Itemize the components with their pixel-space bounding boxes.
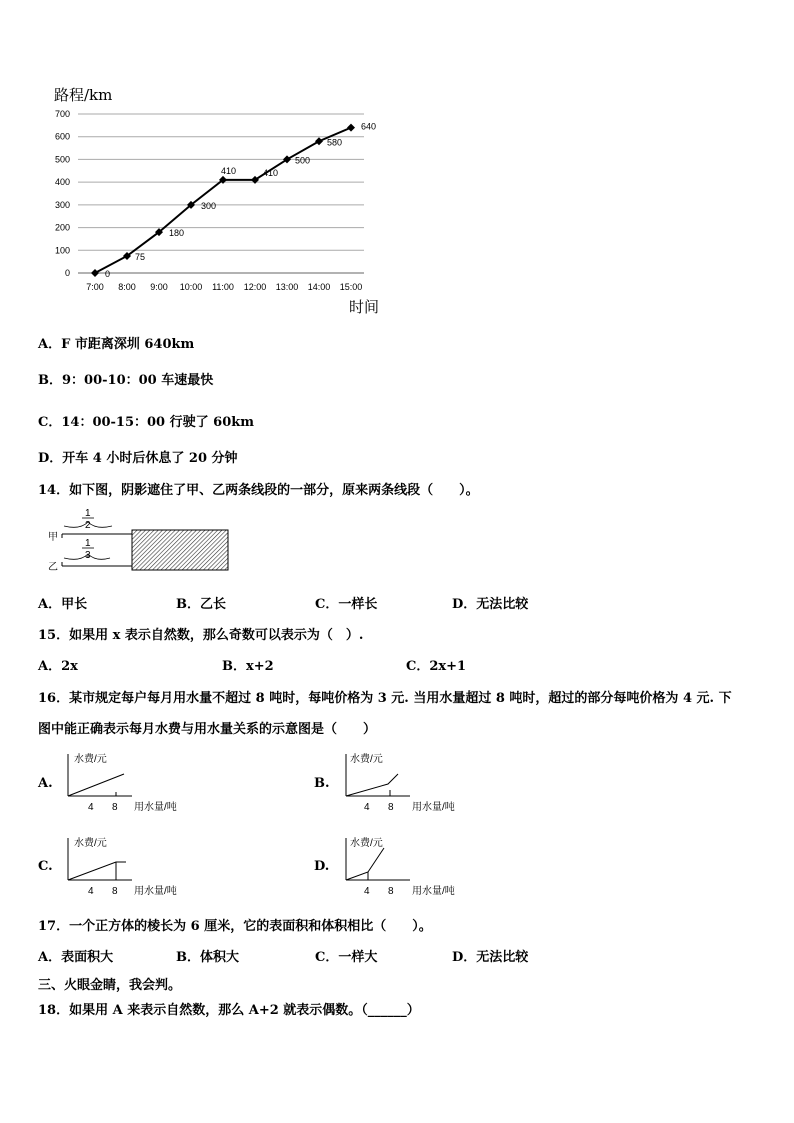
series-line [95,128,351,273]
graph-b-tick8: 8 [388,802,394,813]
q13-option-b[interactable]: B．9：00-10：00 车速最快 [38,373,214,388]
chart-xlabel: 时间 [349,298,380,316]
q17-option-b[interactable]: B．体积大 [176,950,239,965]
y-tick-label: 100 [54,245,70,256]
y-tick-label: 200 [54,222,70,233]
data-label: 410 [263,167,279,178]
frac-jia-den: 2 [85,520,91,531]
q14-segments-svg [40,508,280,578]
label-jia: 甲 [48,532,58,543]
data-point [315,137,323,145]
y-tick-label: 700 [54,109,70,119]
q14-option-d[interactable]: D．无法比较 [452,597,529,612]
chart-ylabel: 路程/km [54,86,113,104]
graph-d-tick4: 4 [364,886,370,897]
graph-c-ylabel: 水费/元 [74,838,107,849]
q15-option-b[interactable]: B．x+2 [222,659,274,674]
graph-b-xlabel: 用水量/吨 [412,802,455,813]
x-tick-label: 7:00 [86,282,104,292]
q13-option-c[interactable]: C．14：00-15：00 行驶了 60km [38,415,255,430]
q13-option-a[interactable]: A．F 市距离深圳 640km [38,337,195,352]
graph-a-tick8: 8 [112,802,118,813]
data-point [91,269,99,277]
q16-stem-line1: 16．某市规定每户每月用水量不超过 8 吨时，每吨价格为 3 元. 当用水量超过 8 吨时，超过的部分每吨价格为 4 元. 下 [38,691,732,706]
q16-graph-d[interactable] [340,832,480,902]
graph-d-line [346,848,384,880]
q15-option-c[interactable]: C．2x+1 [406,659,467,674]
shaded-cover [132,530,228,570]
graph-a-xlabel: 用水量/吨 [134,802,177,813]
x-tick-label: 12:00 [243,282,267,292]
data-label: 500 [295,155,311,166]
x-tick-label: 8:00 [118,282,136,292]
x-tick-label: 9:00 [150,282,168,292]
q14-option-c[interactable]: C．一样长 [315,597,378,612]
graph-c-tick8: 8 [112,886,118,897]
y-tick-label: 0 [64,268,70,278]
data-label: 0 [105,269,111,279]
y-tick-label: 300 [54,199,70,210]
frac-jia-num: 1 [85,508,91,519]
graph-d-tick8: 8 [388,886,394,897]
graph-d-ylabel: 水费/元 [350,838,383,849]
q16-option-a-letter[interactable]: A. [38,776,53,791]
y-tick-label: 500 [54,154,70,165]
q17-option-a[interactable]: A．表面积大 [38,950,114,965]
frac-yi-num: 1 [85,538,91,549]
q16-option-c-letter[interactable]: C. [38,859,53,874]
x-tick-label: 14:00 [307,282,331,292]
graph-c-xlabel: 用水量/吨 [134,886,177,897]
graph-d-xlabel: 用水量/吨 [412,886,455,897]
x-tick-label: 13:00 [275,282,299,292]
data-label: 580 [327,137,343,148]
q16-graph-b[interactable] [340,748,480,818]
section3-heading: 三、火眼金睛，我会判。 [38,978,182,993]
q14-option-a[interactable]: A．甲长 [38,597,88,612]
q17-option-d[interactable]: D．无法比较 [452,950,529,965]
x-tick-label: 10:00 [179,282,203,292]
frac-yi-den: 3 [85,550,91,561]
q17-stem: 17．一个正方体的棱长为 6 厘米，它的表面积和体积相比（ ）。 [38,919,432,934]
graph-c-tick4: 4 [88,886,94,897]
q14-stem: 14．如下图，阴影遮住了甲、乙两条线段的一部分，原来两条线段（ ）。 [38,483,479,498]
q16-graph-c[interactable] [62,832,202,902]
x-tick-label: 15:00 [339,282,363,292]
graph-a-tick4: 4 [88,802,94,813]
data-label: 180 [169,228,185,239]
data-label: 300 [201,200,217,211]
graph-b-ylabel: 水费/元 [350,754,383,765]
q16-stem-line2: 图中能正确表示每月水费与用水量关系的示意图是（ ） [38,722,377,737]
q18-stem: 18．如果用 A 来表示自然数，那么 A+2 就表示偶数。（______） [38,1003,420,1018]
q13-chart-svg [0,0,794,320]
q17-option-c[interactable]: C．一样大 [315,950,378,965]
graph-b-tick4: 4 [364,802,370,813]
data-label: 410 [221,165,237,176]
q16-option-b-letter[interactable]: B. [314,776,330,791]
q15-stem: 15．如果用 x 表示自然数，那么奇数可以表示为（ ）. [38,628,364,643]
data-point [347,124,355,132]
graph-c-line [68,862,126,880]
q13-option-d[interactable]: D．开车 4 小时后休息了 20 分钟 [38,451,238,466]
data-label: 75 [135,251,146,262]
q16-graph-a[interactable] [62,748,202,818]
q14-option-b[interactable]: B．乙长 [176,597,226,612]
y-tick-label: 400 [54,177,70,188]
data-label: 640 [361,121,377,132]
q16-option-d-letter[interactable]: D. [314,859,330,874]
graph-a-ylabel: 水费/元 [74,754,107,765]
y-tick-label: 600 [54,131,70,142]
x-tick-label: 11:00 [212,282,234,292]
label-yi: 乙 [48,562,58,573]
q15-option-a[interactable]: A．2x [38,659,78,674]
